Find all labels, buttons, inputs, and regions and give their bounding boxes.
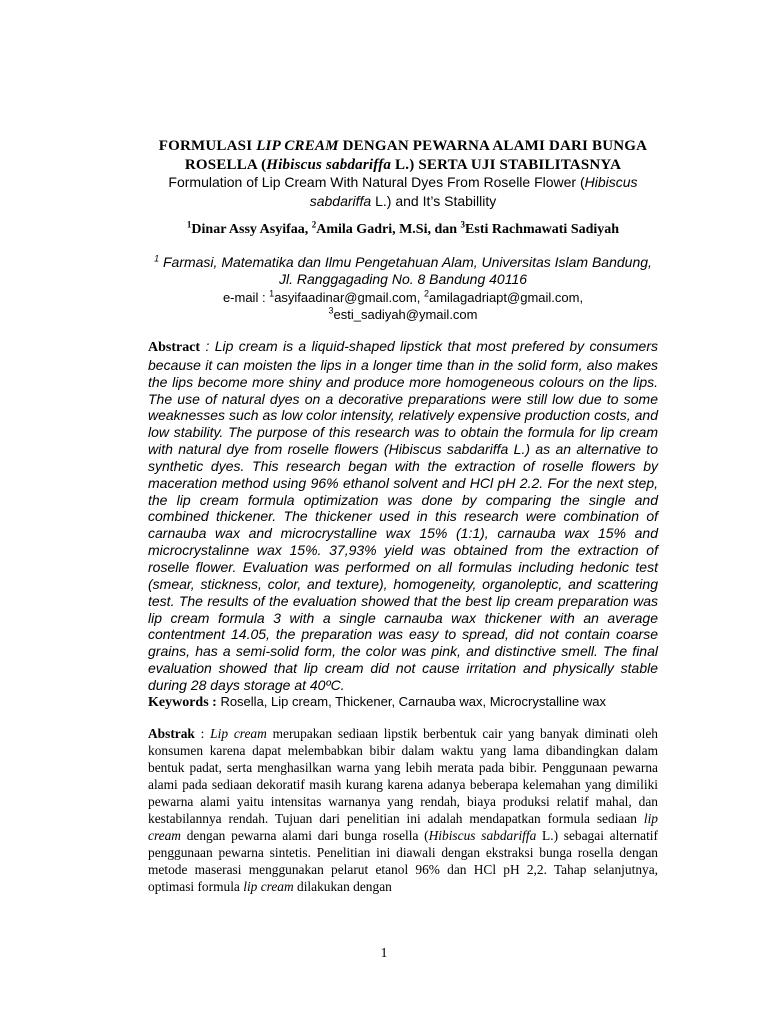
- abstract-body: : Lip cream is a liquid-shaped lipstick that most prefered by consumers because it can moisten the lips in a longer time than in the solid form, also makes the lips become more shiny and produce more homogeneous colours on the lips. The use of natural dyes on a decorative preparations were still low due to some weaknesses such as low color intensity, relatively expensive production costs, and low stability. The purpose of this research was to obtain the formula for lip cream with natural dye from roselle flowers (Hibiscus sabdariffa L.) as an alternative to synthetic dyes. This research began with the extraction of roselle flowers by maceration method using 96% ethanol solvent and HCl pH 2.2. For the next step, the lip cream formula optimization was done by comparing the single and combined thickener. The thickener used in this research were combination of carnauba wax and microcrystalline wax 15% (1:1), carnauba wax 15% and microcrystalinne wax 15%. 37,93% yield was obtained from the extraction of roselle flower. Evaluation was performed on all formulas including hedonic test (smear, stickness, color, and texture), homogeneity, organoleptic, and scattering test. The results of the evaluation showed that the best lip cream preparation was lip cream formula 3 with a single carnauba wax thickener with an average contentment 14.05, the preparation was easy to spread, did not contain coarse grains, has a semi-solid form, the color was pink, and distinctive smell. The final evaluation showed that lip cream did not cause irritation and physically stable during 28 days storage at 40ºC.: [148, 338, 658, 693]
- affiliation: [148, 254, 658, 288]
- keywords-label: Keywords :: [148, 695, 217, 710]
- author-sup: 3: [460, 219, 466, 230]
- abstrak-italic: Lip cream: [210, 726, 267, 741]
- author-list: [148, 220, 658, 239]
- abstrak-label: Abstrak: [148, 726, 195, 741]
- subtitle-text: L.) and It’s Stabillity: [371, 193, 497, 209]
- author-name: Dinar Assy Asyifaa,: [191, 222, 312, 237]
- page-number: 1: [380, 946, 388, 961]
- keywords: [148, 693, 658, 711]
- author-sup: 2: [311, 219, 317, 230]
- title-italic: Hibiscus sabdariffa: [266, 157, 392, 173]
- author-sup: 1: [186, 219, 192, 230]
- abstrak-text: L.) sebagai alternatif penggunaan pewarna sintetis. Penelitian ini diawali dengan ekstraksi bunga rosella dengan metode maserasi menggunakan pelarut etanol 96% dan HCl pH 2,2. Tahap selanjutnya, optimasi formula: [148, 827, 658, 894]
- keywords-list: Rosella, Lip cream, Thickener, Carnauba wax, Microcrystalline wax: [216, 694, 607, 709]
- affiliation-address: Jl. Ranggagading No. 8 Bandung 40116: [278, 271, 528, 287]
- email-sup: 3: [328, 305, 334, 316]
- email-address[interactable]: esti_sadiyah@ymail.com: [333, 307, 478, 322]
- author-name: Esti Rachmawati Sadiyah: [465, 222, 620, 237]
- email-address[interactable]: amilagadriapt@gmail.com,: [428, 290, 584, 305]
- affiliation-sup: 1: [154, 253, 160, 264]
- abstrak-text: :: [194, 726, 211, 741]
- title-line-1: [148, 137, 658, 156]
- affiliation-line: Farmasi, Matematika dan Ilmu Pengetahuan Alam, Universitas Islam Bandung,: [159, 254, 652, 270]
- abstrak-text: dengan pewarna alami dari bunga rosella (: [180, 827, 429, 843]
- abstrak-italic: lip cream: [148, 810, 658, 843]
- abstrak-italic: lip cream: [243, 878, 294, 894]
- email-address[interactable]: asyifaadinar@gmail.com,: [274, 290, 424, 305]
- email-line-1: [148, 289, 658, 306]
- abstrak-text: merupakan sediaan lipstik berbentuk cair yang banyak diminati oleh konsumen karena dapat melembabkan bibir dalam waktu yang lama dibandingkan dalam bentuk padat, serta menghasilkan warna yang lebih merata pada bibir. Penggunaan pewarna alami pada sediaan dekoratif masih kurang karena adanya beberapa kelemahan yang dimiliki pewarna alami yaitu intensitas warnanya yang rendah, biaya produksi relatif mahal, dan kestabilannya rendah. Tujuan dari penelitian ini adalah mendapatkan formula sediaan: [148, 726, 658, 826]
- subtitle-italic: Hibiscus sabdariffa: [309, 174, 638, 209]
- abstract-english: [148, 338, 658, 694]
- author-name: Amila Gadri, M.Si, dan: [316, 222, 461, 237]
- email-prefix: e-mail :: [222, 290, 270, 305]
- abstrak-text: dilakukan dengan: [293, 878, 392, 894]
- email-line-2: [148, 306, 658, 323]
- title-text: L.) SERTA UJI STABILITASNYA: [391, 157, 622, 173]
- abstract-label: Abstract: [148, 340, 201, 355]
- title-text: FORMULASI: [158, 138, 257, 154]
- subtitle-text: Formulation of Lip Cream With Natural Dyes From Roselle Flower (: [168, 174, 585, 190]
- title-text: ROSELLA (: [184, 157, 267, 173]
- email-sup: 2: [423, 288, 429, 299]
- english-subtitle: [148, 173, 658, 211]
- abstract-indonesian: [148, 726, 658, 896]
- title-text: DENGAN PEWARNA ALAMI DARI BUNGA: [338, 138, 648, 154]
- email-sup: 1: [269, 288, 275, 299]
- title-italic: LIP CREAM: [256, 138, 339, 154]
- abstrak-italic: Hibiscus sabdariffa: [428, 827, 537, 843]
